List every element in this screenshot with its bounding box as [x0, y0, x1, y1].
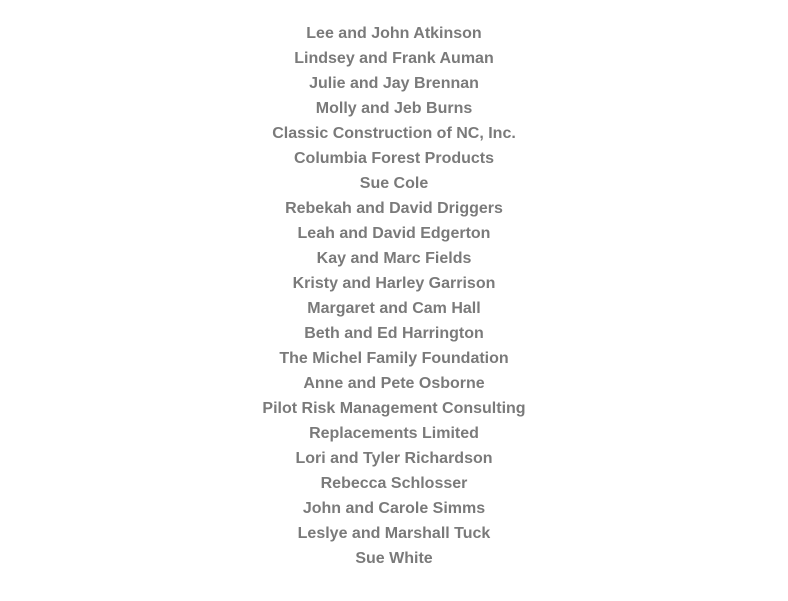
donor-name: Julie and Jay Brennan: [309, 75, 479, 92]
donor-name: Leah and David Edgerton: [297, 225, 491, 242]
donor-name: Molly and Jeb Burns: [315, 100, 473, 117]
donor-name: Kay and Marc Fields: [316, 250, 472, 267]
donor-name: The Michel Family Foundation: [279, 350, 509, 367]
donor-name: Lori and Tyler Richardson: [295, 450, 493, 467]
donor-name: Kristy and Harley Garrison: [292, 275, 496, 292]
donor-name: Lee and John Atkinson: [306, 25, 482, 42]
donor-name: Leslye and Marshall Tuck: [297, 525, 491, 542]
donor-name: Classic Construction of NC, Inc.: [272, 125, 516, 142]
donor-name: Rebecca Schlosser: [320, 475, 468, 492]
donor-name: Replacements Limited: [309, 425, 479, 442]
donor-list: [0, 21, 788, 571]
donor-name: Rebekah and David Driggers: [285, 200, 503, 217]
donor-name: John and Carole Simms: [302, 500, 486, 517]
donor-name: Sue White: [355, 550, 433, 567]
donor-name: Anne and Pete Osborne: [303, 375, 485, 392]
donor-name: Lindsey and Frank Auman: [294, 50, 494, 67]
donor-name: Columbia Forest Products: [293, 150, 495, 167]
donor-name: Pilot Risk Management Consulting: [262, 400, 526, 417]
donor-name: Sue Cole: [359, 175, 429, 192]
donor-name: Margaret and Cam Hall: [307, 300, 481, 317]
donor-name: Beth and Ed Harrington: [304, 325, 484, 342]
